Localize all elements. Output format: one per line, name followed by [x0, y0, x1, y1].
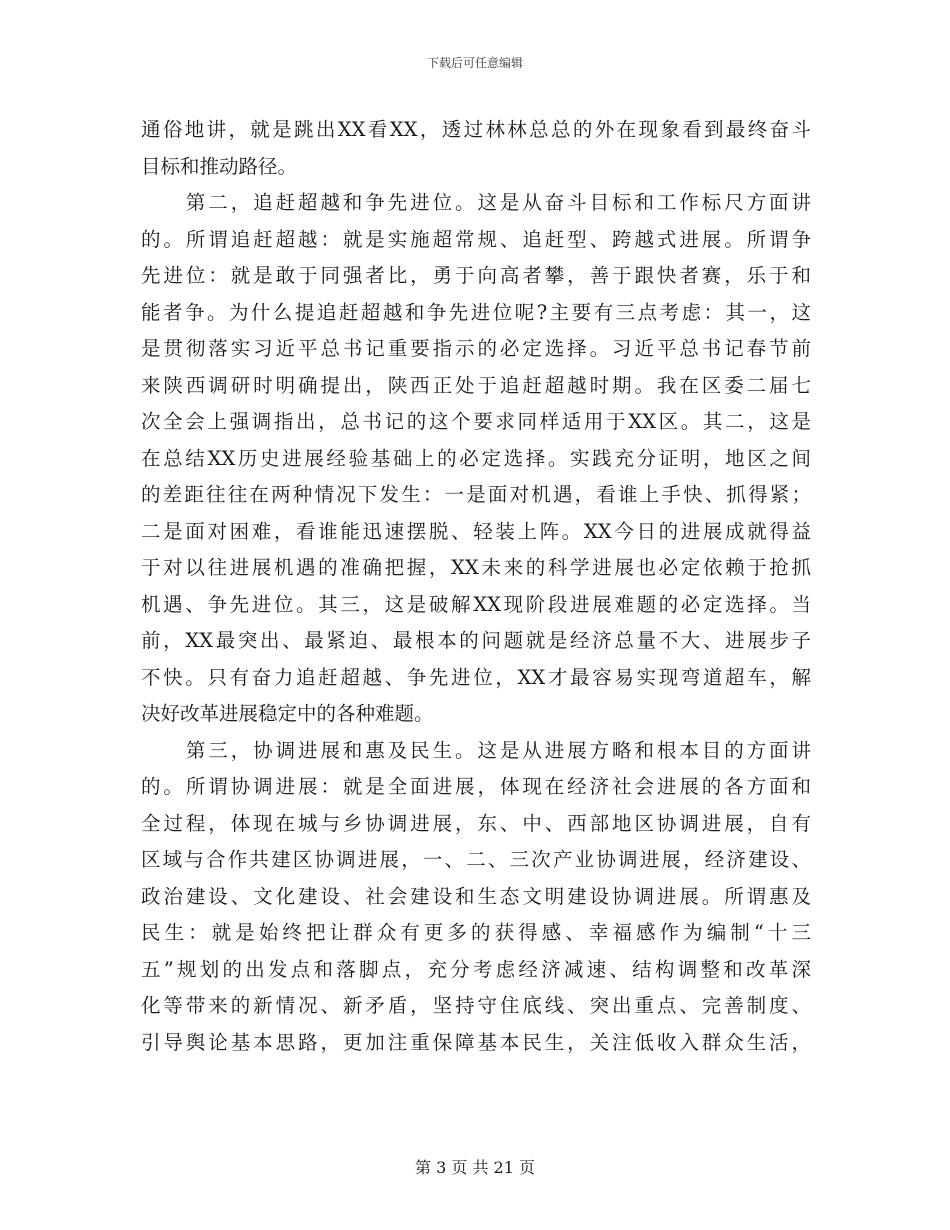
text-line: 在总结XX历史进展经验基础上的必定选择。实践充分证明，地区之间	[141, 446, 811, 470]
text-line: 区域与合作共建区协调进展，一、二、三次产业协调进展，经济建设、	[141, 848, 811, 871]
text-line: 民生：就是始终把让群众有更多的获得感、幸福感作为编制“十三	[141, 921, 811, 944]
text-line: 能者争。为什么提追赶超越和争先进位呢?主要有三点考虑：其一，这	[141, 300, 811, 324]
text-line: 次全会上强调指出，总书记的这个要求同样适用于XX区。其二，这是	[141, 410, 811, 433]
text-line: 政治建设、文化建设、社会建设和生态文明建设协调进展。所谓惠及	[141, 884, 811, 908]
text-line: 的差距往往在两种情况下发生：一是面对机遇，看谁上手快、抓得紧；	[141, 483, 811, 506]
text-line: 的。所谓协调进展：就是全面进展，体现在经济社会进展的各方面和	[141, 775, 811, 798]
text-line: 于对以往进展机遇的准确把握，XX未来的科学进展也必定依赖于抢抓	[141, 556, 811, 579]
text-line: 五”规划的出发点和落脚点，充分考虑经济减速、结构调整和改革深	[141, 957, 811, 981]
text-line: 化等带来的新情况、新矛盾，坚持守住底线、突出重点、完善制度、	[141, 994, 811, 1017]
text-line: 决好改革进展稳定中的各种难题。	[141, 702, 434, 725]
text-line: 二是面对困难，看谁能迅速摆脱、轻装上阵。XX今日的进展成就得益	[141, 519, 811, 543]
text-line: 不快。只有奋力追赶超越、争先进位，XX才最容易实现弯道超车，解	[141, 665, 811, 689]
page-number: 第 3 页 共 21 页	[415, 1158, 535, 1177]
document-body	[141, 112, 811, 1061]
text-line: 来陕西调研时明确提出，陕西正处于追赶超越时期。我在区委二届七	[141, 373, 811, 397]
text-line: 全过程，体现在城与乡协调进展，东、中、西部地区协调进展，自有	[141, 811, 811, 835]
text-line: 前，XX最突出、最紧迫、最根本的问题就是经济总量不大、进展步子	[141, 629, 811, 652]
text-line: 目标和推动路径。	[141, 154, 298, 178]
text-line: 的。所谓追赶超越：就是实施超常规、追赶型、跨越式进展。所谓争	[141, 227, 811, 251]
text-line: 先进位：就是敢于同强者比，勇于向高者攀，善于跟快者赛，乐于和	[141, 264, 811, 287]
text-line: 机遇、争先进位。其三，这是破解XX现阶段进展难题的必定选择。当	[141, 592, 811, 616]
text-line: 是贯彻落实习近平总书记重要指示的必定选择。习近平总书记春节前	[141, 337, 811, 360]
page-header: 下载后可任意编辑	[426, 56, 523, 70]
text-line: 引导舆论基本思路，更加注重保障基本民生，关注低收入群众生活，	[141, 1030, 811, 1054]
text-line: 第二，追赶超越和争先进位。这是从奋斗目标和工作标尺方面讲	[141, 191, 811, 214]
text-line: 通俗地讲，就是跳出XX看XX，透过林林总总的外在现象看到最终奋斗	[141, 118, 811, 141]
text-line: 第三，协调进展和惠及民生。这是从进展方略和根本目的方面讲	[141, 738, 811, 762]
